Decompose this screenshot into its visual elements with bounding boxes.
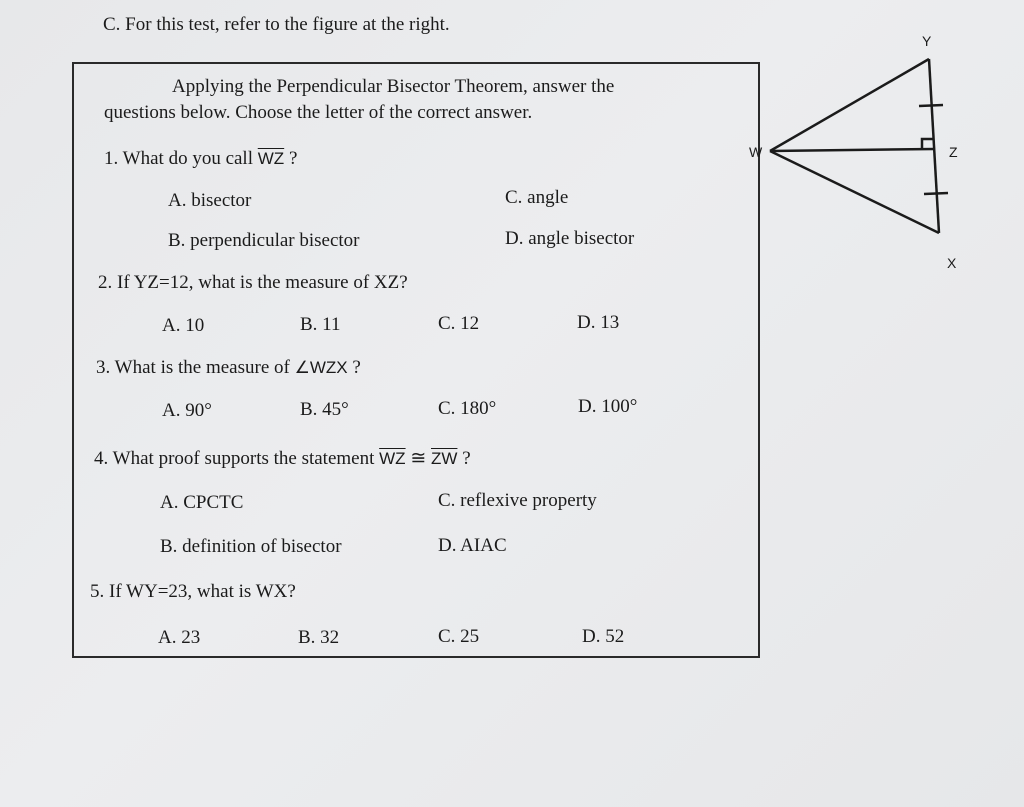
segment-label: $\overline{WZ}$ [379,449,406,468]
segment-yx [929,59,939,233]
choice-1c: C. angle [505,187,569,208]
choice-2d: D. 13 [577,312,620,333]
choice-3c: C. 180° [438,398,497,419]
question-number: 2. [98,272,113,293]
question-3 [96,357,361,379]
choice-2a: A. 10 [162,315,205,336]
question-1 [104,148,297,170]
choice-5c: C. 25 [438,626,480,647]
choice-3d: D. 100° [578,396,638,417]
question-text: What do you call [122,148,258,169]
segment-wx [770,151,939,233]
choice-1d: D. angle bisector [505,228,635,249]
choice-4b: B. definition of bisector [160,536,342,557]
label-w: W [749,144,763,160]
choice-5a: A. 23 [158,627,201,648]
choice-2c: C. 12 [438,313,480,334]
question-number: 3. [96,357,111,378]
question-number: 5. [90,581,105,602]
question-5 [90,581,296,603]
question-text: If YZ=12, what is the measure of XZ? [117,272,408,293]
question-suffix: ? [457,448,471,469]
segment-wy [770,59,929,151]
tick-mark-yz [919,105,943,106]
choice-5d: D. 52 [582,626,625,647]
right-angle-mark [922,139,933,149]
label-z: Z [949,144,958,160]
question-text: What proof supports the statement [112,448,380,469]
choice-3b: B. 45° [300,399,349,420]
angle-label: ∠WZX [294,358,348,377]
choice-3a: A. 90° [162,400,212,421]
question-text: What is the measure of [114,357,295,378]
congruent-symbol: ≅ [405,448,431,469]
question-number: 1. [104,148,119,169]
choice-2b: B. 11 [300,314,341,335]
choice-1b: B. perpendicular bisector [168,230,360,251]
segment-label: $\overline{ZW}$ [431,449,458,468]
tick-mark-zx [924,193,948,194]
label-y: Y [922,33,932,49]
question-suffix: ? [284,148,298,169]
choice-4a: A. CPCTC [160,492,244,513]
question-4 [94,447,471,470]
label-x: X [947,255,957,271]
question-2 [98,272,408,294]
question-suffix: ? [347,357,361,378]
question-text: If WY=23, what is WX? [109,581,296,602]
intro-line-1: Applying the Perpendicular Bisector Theorem, answer the [172,76,615,97]
choice-4c: C. reflexive property [438,490,597,511]
triangle-figure [720,20,1000,290]
question-number: 4. [94,448,109,469]
instruction-text: C. For this test, refer to the figure at the right. [103,14,450,35]
segment-label: $\overline{WZ}$ [257,149,285,168]
choice-5b: B. 32 [298,627,340,648]
segment-wz [770,149,934,151]
choice-4d: D. AIAC [438,535,507,556]
intro-line-2: questions below. Choose the letter of the correct answer. [104,102,533,123]
choice-1a: A. bisector [168,190,252,211]
